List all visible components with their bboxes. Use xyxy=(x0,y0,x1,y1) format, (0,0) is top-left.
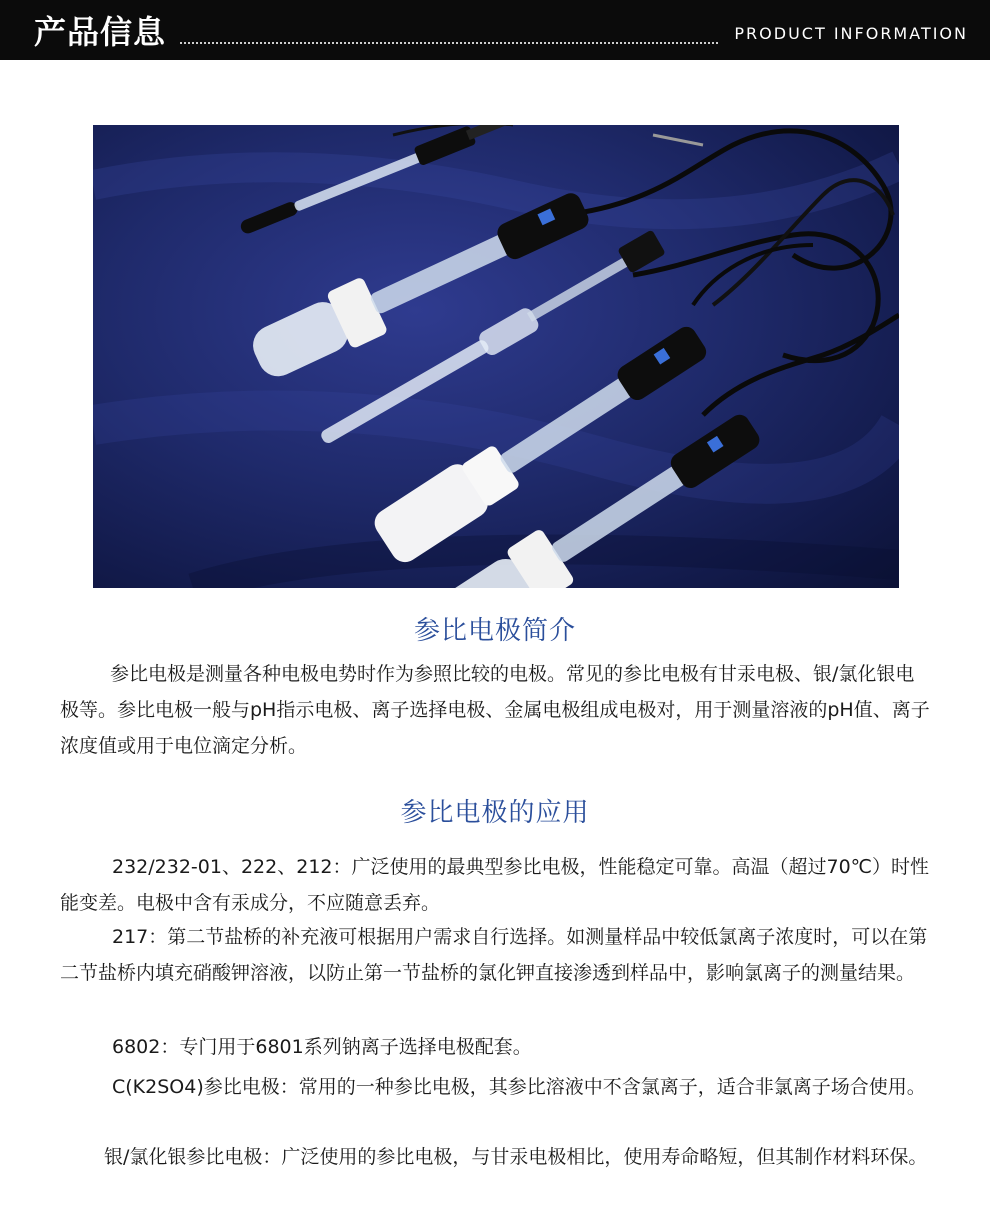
application-item: C(K2SO4)参比电极：常用的一种参比电极，其参比溶液中不含氯离子，适合非氯离子场合使用。 xyxy=(112,1076,926,1098)
product-photo xyxy=(93,125,899,588)
application-item: 232/232-01、222、212：广泛使用的最典型参比电极，性能稳定可靠。高温（超过70℃）时性能变差。电极中含有汞成分，不应随意丢弃。 xyxy=(60,856,930,914)
section-title-en: PRODUCT INFORMATION xyxy=(734,23,968,43)
intro-heading: 参比电极简介 xyxy=(413,616,576,646)
section-title-cn: 产品信息 xyxy=(34,13,167,51)
application-item: 217：第二节盐桥的补充液可根据用户需求自行选择。如测量样品中较低氯离子浓度时，可以在第二节盐桥内填充硝酸钾溶液，以防止第一节盐桥的氯化钾直接渗透到样品中，影响氯离子的测量结果。 xyxy=(60,926,928,984)
intro-paragraph: 参比电极是测量各种电极电势时作为参照比较的电极。常见的参比电极有甘汞电极、银/氯化银电极等。参比电极一般与pH指示电极、离子选择电极、金属电极组成电极对，用于测量溶液的pH值、离子浓度值或用于电位滴定分析。 xyxy=(60,663,930,757)
dotted-divider xyxy=(180,32,718,44)
application-heading: 参比电极的应用 xyxy=(400,798,590,828)
section-header xyxy=(0,0,990,60)
electrodes-illustration xyxy=(93,125,899,588)
application-item: 银/氯化银参比电极：广泛使用的参比电极，与甘汞电极相比，使用寿命略短，但其制作材料环保。 xyxy=(104,1146,928,1168)
application-item: 6802：专门用于6801系列钠离子选择电极配套。 xyxy=(112,1036,532,1058)
